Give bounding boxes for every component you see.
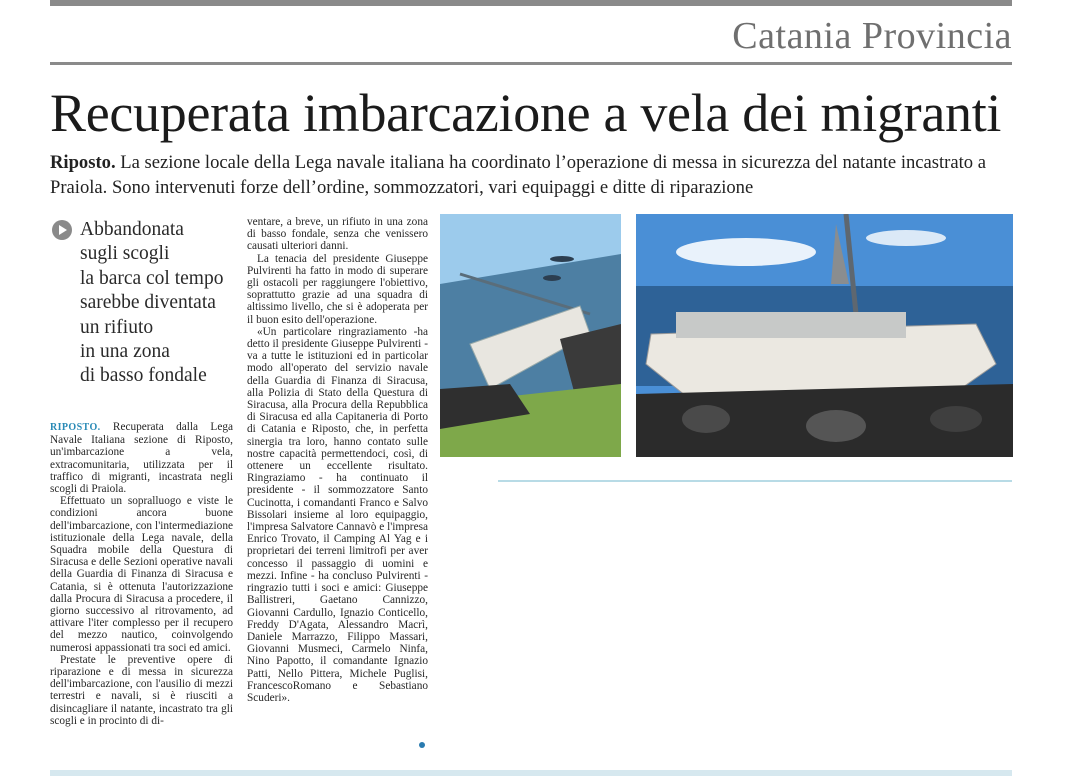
- paragraph-text: Recuperata dalla Lega Navale Italiana sezione di Riposto, un'imbarcazione a vela, extracomunitaria, utilizzata per il traffico di migranti, incastrata negli scogli di Praiola.: [50, 421, 233, 496]
- boat-photo-illustration: [636, 214, 1013, 457]
- distant-boat: [543, 275, 561, 281]
- deck: [676, 312, 906, 338]
- headline: Recuperata imbarcazione a vela dei migranti: [50, 83, 1002, 143]
- arrow-bullet-icon: [52, 220, 72, 240]
- photo-boat-on-rocks-right: [636, 214, 1013, 457]
- rock: [930, 406, 982, 432]
- subhead-lead: Riposto.: [50, 152, 116, 173]
- section-title: Catania Provincia: [732, 15, 1012, 57]
- paragraph: «Un particolare ringraziamento -ha detto il presidente Giuseppe Pulvirenti - va a tutte le istituzioni ed in particolar modo all'operato del servizio navale della Guardia di Finanza di Siracusa, alla Polizia di Stato della Questura di Siracusa, alla Procura della Repubblica di Siracusa ed alla Capitaneria di Porto di Catania e Riposto, che, in perfetta sinergia tra loro, hanno contato sulle nostre capacità permettendoci, così, di ottenere un eccellente risultato. Ringraziamo - ha continuato il presidente - il sommozzatore Santo Cucinotta, i comandanti Franco e Salvo Bissolari insieme al loro equipaggio, l'impresa Salvatore Cannavò e l'impresa Enrico Trovato, il Camping Al Yag e i proprietari dei terreni limitrofi per aver concesso il passaggio di uomini e mezzi. Infine - ha concluso Pulvirenti - ringrazio tutti i soci e amici: Giuseppe Ballistreri, Gaetano Cannizzo, Giovanni Cardullo, Ignazio Conticello, Freddy D'Agata, Alessandro Macrì, Daniele Marrazzo, Filippo Massari, Giovanni Musmeci, Carmelo Ninfa, Nino Papotto, il comandante Ignazio Patti, Nello Pittera, Michele Puglisi, FrancescoRomano e Sebastiano Scuderi».: [247, 325, 428, 704]
- subheadline: [50, 150, 1020, 200]
- header-rule: [50, 62, 1012, 65]
- cloud: [866, 230, 946, 246]
- pull-quote-text: Abbandonata sugli scogli la barca col tempo sarebbe diventata un rifiuto in una zona di basso fondale: [80, 219, 224, 387]
- distant-boat: [550, 256, 574, 262]
- rock: [682, 405, 730, 433]
- paragraph: ventare, a breve, un rifiuto in una zona di basso fondale, senza che venissero causati ulteriori danni.: [247, 216, 428, 253]
- top-rule: [50, 0, 1012, 6]
- paragraph: La tenacia del presidente Giuseppe Pulvirenti ha fatto in modo di superare gli ostacoli per raggiungere l'obiettivo, soprattutto grazie ad una squadra di altissimo livello, che si è adoperata per il buon esito dell'operazione.: [247, 252, 428, 326]
- bottom-strip: [50, 770, 1012, 776]
- paragraph: Prestate le preventive opere di riparazione e di messa in sicurezza dell'imbarcazione, con l'ausilio di mezzi terrestri e navali, si è riusciti a disincagliare il natante, incastrato tra gli scogli e in procinto di di-: [50, 653, 233, 727]
- boat-photo-illustration: [440, 214, 621, 457]
- caption-rule: [498, 480, 1012, 482]
- end-dot: [419, 742, 425, 748]
- dateline: RIPOSTO.: [50, 422, 101, 433]
- subhead-text: La sezione locale della Lega navale italiana ha coordinato l’operazione di messa in sicurezza del natante incastrato a Praiola. Sono intervenuti forze dell’ordine, sommozzatori, vari equipaggi e ditte di riparazione: [50, 152, 986, 198]
- paragraph: Effettuato un sopralluogo e viste le condizioni ancora buone dell'imbarcazione, con l'intermediazione istituzionale della Lega navale, della Squadra mobile della Questura di Siracusa e delle Sezioni operative navali della Guardia di Finanza di Siracusa e Catania, si è ottenuta l'autorizzazione dalla Procura di Siracusa a procedere, il giorno successivo al ritrovamento, ad attivare l'iter complesso per il recupero del mezzo nautico, coinvolgendo numerosi appassionati tra soci ed amici.: [50, 495, 233, 654]
- photo-boat-on-rocks-left: [440, 214, 621, 457]
- cloud: [676, 238, 816, 266]
- rock: [806, 410, 866, 442]
- article-column-2: [247, 216, 428, 704]
- paragraph: [50, 421, 233, 495]
- article-column-1: [50, 421, 233, 727]
